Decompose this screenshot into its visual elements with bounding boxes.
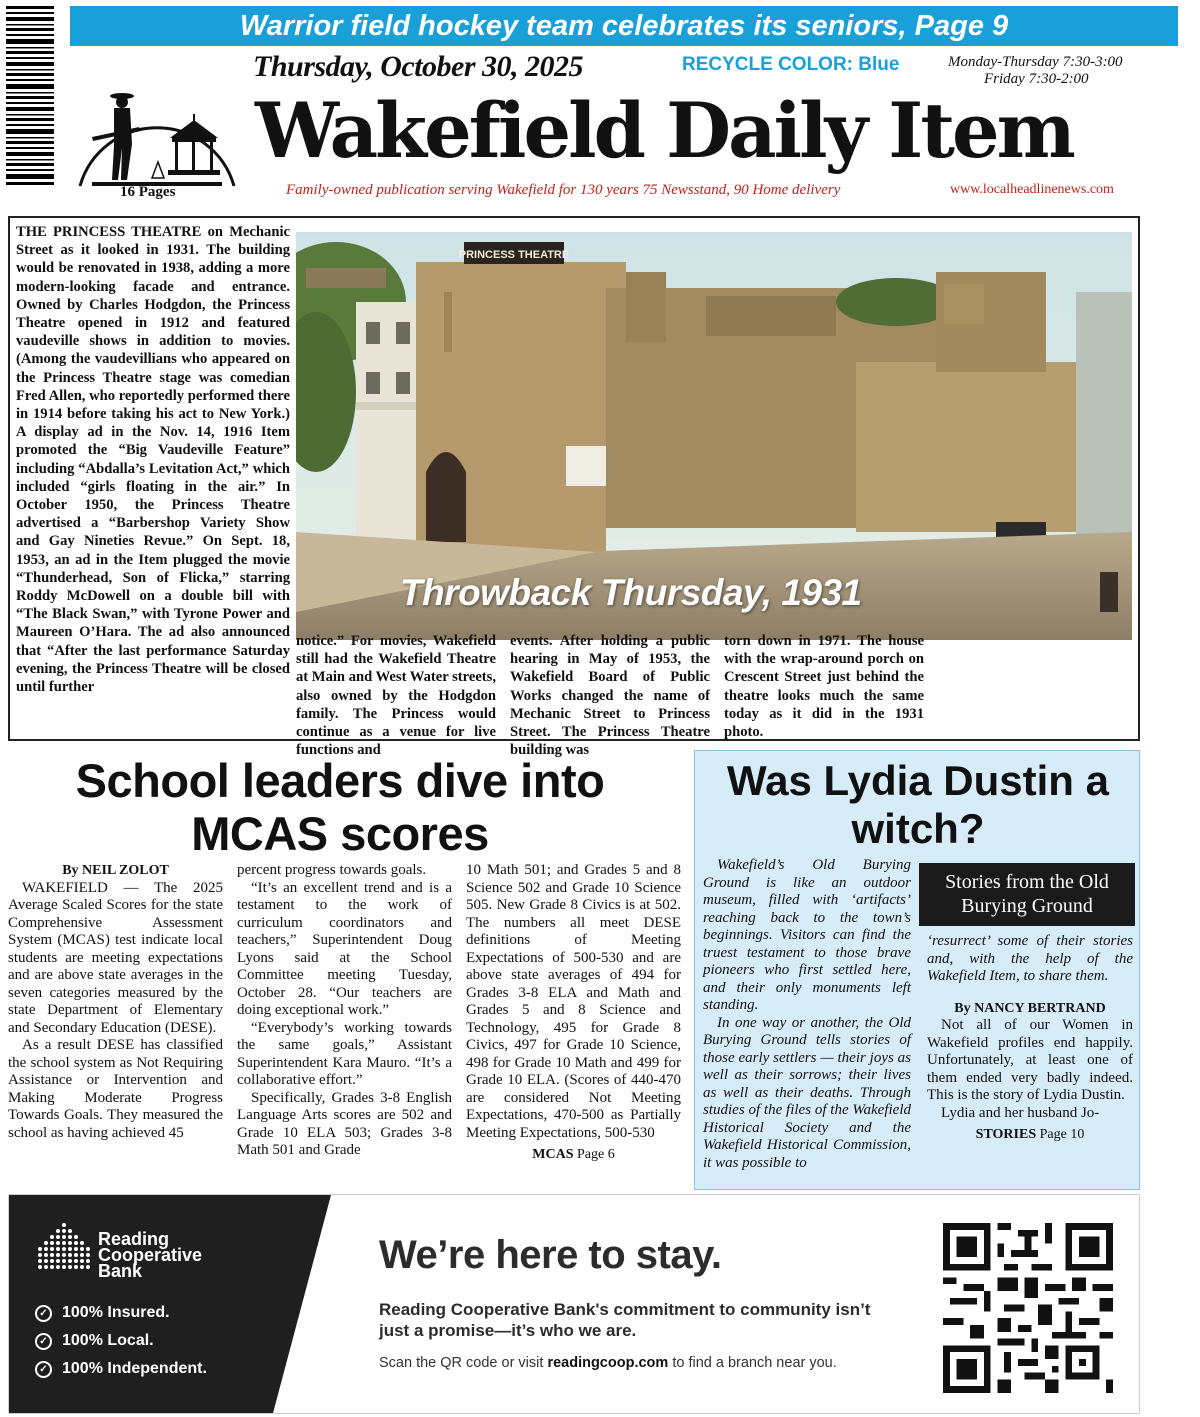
website-link[interactable]: www.localheadlinenews.com xyxy=(950,182,1114,197)
ad-website-link[interactable]: readingcoop.com xyxy=(547,1355,669,1371)
barcode xyxy=(6,6,62,186)
check-circle-icon: ✓ xyxy=(35,1305,52,1322)
bank-logo-icon xyxy=(35,1219,93,1273)
mcas-paragraph: As a result DESE has classified the school system as Not Requiring Assistance or Intervention and Making Moderate Progress Towards Goals. They measured the school as having achieved 45 xyxy=(8,1037,223,1141)
mcas-headline[interactable]: School leaders dive into MCAS scores xyxy=(75,754,605,860)
lydia-byline: By NANCY BERTRAND xyxy=(954,1000,1106,1016)
newspaper-title: Wakefield Daily Item xyxy=(255,86,1073,175)
photo-sign-text: PRINCESS THEATRE xyxy=(458,249,570,261)
ad-cta-prefix: Scan the QR code or visit xyxy=(379,1355,548,1371)
bank-name xyxy=(98,1231,202,1279)
mcas-jump-label: MCAS xyxy=(532,1147,574,1162)
feature-label: 100% Local. xyxy=(62,1332,154,1349)
feature-label: 100% Insured. xyxy=(62,1304,170,1321)
check-circle-icon: ✓ xyxy=(35,1333,52,1350)
minuteman-logo xyxy=(72,58,242,198)
throwback-left-text: THE PRINCESS THEATRE on Mechanic Street as it looked in 1931. The building would be renovated in 1938, adding a more modern-looking facade and entrance. Owned by Charles Hodgdon, the Princess Theatre opened in 1912 and featured vaudeville shows in addition to movies. (Among the vaudevillians who appeared on the Princess Theatre stage was comedian Fred Allen, who reportedly performed there in 1914 before taking his act to New York.) A display ad in the Nov. 14, 1916 Item promoted the “Big Vaudeville Feature” including “Abdalla’s Levitation Act,” which included “girls floating in the air.” In October 1950, the Princess Theatre advertised a “Barbershop Variety Show and Gay Nineties Revue.” On Sept. 18, 1953, an ad in the Item plugged the movie “Thunderhead, Son of Flicka,” starring Roddy McDowell on a double bill with “The Black Swan,” with Tyrone Power and Maureen O’Hara. The ad also announced that “After the last performance Saturday evening, the Princess Theatre will be closed until further xyxy=(16,224,290,696)
mcas-paragraph: WAKEFIELD — The 2025 Average Scaled Scores for the state Comprehensive Assessment System (MCAS) test indicate local students are meeting expectations and are above state averages in the seven categories measured by the state Department of Elementary and Secondary Education (DESE). xyxy=(8,879,223,1036)
ad-headline: We’re here to stay. xyxy=(379,1233,722,1277)
feature-item xyxy=(35,1355,207,1383)
feature-item xyxy=(35,1299,207,1327)
princess-theatre-photo[interactable] xyxy=(296,232,1132,640)
lydia-right-column xyxy=(927,933,1133,1144)
throwback-feature xyxy=(8,216,1140,759)
bank-name-line: Cooperative xyxy=(98,1245,203,1265)
lydia-intro-continued: ‘resurrect’ some of their stories and, with the help of the Wakefield Item, to share them. xyxy=(927,933,1133,984)
hours-friday: Friday 7:30-2:00 xyxy=(984,71,1089,87)
series-title-box: Stories from the Old Burying Ground xyxy=(919,863,1135,926)
lydia-paragraph: Not all of our Women in Wakefield profiles end happily. Unfortunately, at least one of them ended very badly indeed. This is the story of Lydia Dustin. xyxy=(927,1017,1133,1103)
feature-label: 100% Independent. xyxy=(62,1360,207,1377)
throwback-col-1: notice.” For movies, Wakefield still had the Wakefield Theatre at Main and West Water streets, also owned by the Hodgdon family. The Princess would continue as a venue for live functions and xyxy=(296,633,496,759)
mcas-paragraph: percent progress towards goals. xyxy=(237,862,427,878)
mcas-jump-page: Page 6 xyxy=(577,1147,615,1162)
stories-jump-link[interactable] xyxy=(927,1126,1133,1144)
ad-subheadline: Reading Cooperative Bank's commitment to community isn’t just a promise—it’s who we are. xyxy=(379,1300,871,1340)
stories-jump-page: Page 10 xyxy=(1039,1127,1085,1142)
issue-date: Thursday, October 30, 2025 xyxy=(253,50,584,83)
mcas-byline: By NEIL ZOLOT xyxy=(62,863,169,878)
bank-advertisement[interactable] xyxy=(8,1194,1140,1414)
ad-cta-suffix: to find a branch near you. xyxy=(668,1355,837,1371)
top-banner-headline[interactable]: Warrior field hockey team celebrates its seniors, Page 9 xyxy=(70,6,1178,46)
feature-item xyxy=(35,1327,207,1355)
lydia-paragraph: Lydia and her husband Jo- xyxy=(941,1104,1100,1121)
throwback-col-2: events. After holding a public hearing in May of 1953, the Wakefield Board of Public Works changed the name of Mechanic Street to Princess Street. The Princess Theatre building was xyxy=(510,633,710,759)
mcas-paragraph: Specifically, Grades 3-8 English Language Arts scores are 502 and Grade 10 ELA 503; Grades 3-8 Math 501 and Grade xyxy=(237,1089,452,1158)
mcas-paragraph: 10 Math 501; and Grades 5 and 8 Science 502 and Grade 10 Science 505. New Grade 8 Civics is at 502. The numbers all meet DESE definitions of Meeting Expectations of 500-530 and are above state averages of 494 for Grades 3-8 ELA and Math and Grades 5 and 8 Science and Technology, 495 for Grade 8 Civics, 497 for Grade 10 Science, 498 for Grade 10 Math and 499 for Grade 10 ELA. (Scores of 440-470 are considered Not Meeting Expectations, 470-500 as Partially Meeting Expectations, 500-530 xyxy=(466,862,681,1141)
lydia-headline[interactable]: Was Lydia Dustin a witch? xyxy=(727,757,1109,852)
recycle-color: RECYCLE COLOR: Blue xyxy=(682,54,900,75)
throwback-columns xyxy=(296,632,1136,759)
mcas-article-body xyxy=(8,862,683,1164)
lydia-intro xyxy=(703,857,911,1172)
bank-name-line: Reading xyxy=(98,1229,170,1249)
hours-weekday: Monday-Thursday 7:30-3:00 xyxy=(948,54,1123,70)
tagline: Family-owned publication serving Wakefield for 130 years 75 Newsstand, 90 Home delivery xyxy=(286,182,841,198)
qr-code[interactable] xyxy=(943,1223,1113,1393)
lydia-intro-paragraph: In one way or another, the Old Burying Ground tells stories of those early settlers — their joys as well as their sorrows; their lives as well as their deaths. Through studies of the files of the Wakefield Historical Society and the Wakefield Historical Commission, it was possible to xyxy=(703,1014,911,1171)
lydia-dustin-feature xyxy=(694,750,1140,1190)
mcas-paragraph: “Everybody’s working towards the same goals,” Assistant Superintendent Kara Mauro. “It’s a collaborative effort.” xyxy=(237,1019,452,1088)
mcas-paragraph: “It’s an excellent trend and is a testament to the work of curriculum coordinators and teachers,” Superintendent Doug Lyons said at the School Committee meeting Tuesday, October 28. “Our teachers are doing exceptional work.” xyxy=(237,879,452,1018)
bank-features-list xyxy=(35,1299,207,1383)
throwback-col-3: torn down in 1971. The house with the wrap-around porch on Crescent Street just behind the theatre looks much the same today as it did in the 1931 photo. xyxy=(724,633,924,741)
check-circle-icon: ✓ xyxy=(35,1361,52,1378)
bank-name-line: Bank xyxy=(98,1261,143,1281)
stories-jump-label: STORIES xyxy=(975,1127,1037,1142)
lydia-intro-paragraph: Wakefield’s Old Burying Ground is like an outdoor museum, filled with ‘artifacts’ reaching back to the town’s beginnings. Visitors can find the truest testament to those brave pioneers who first settled here, and their only monuments left standing. xyxy=(703,857,911,1013)
ad-cta-text xyxy=(379,1355,837,1371)
photo-caption: Throwback Thursday, 1931 xyxy=(400,572,862,613)
mcas-jump-link[interactable] xyxy=(466,1146,681,1164)
page-count: 16 Pages xyxy=(120,184,176,200)
office-hours xyxy=(948,54,1123,88)
